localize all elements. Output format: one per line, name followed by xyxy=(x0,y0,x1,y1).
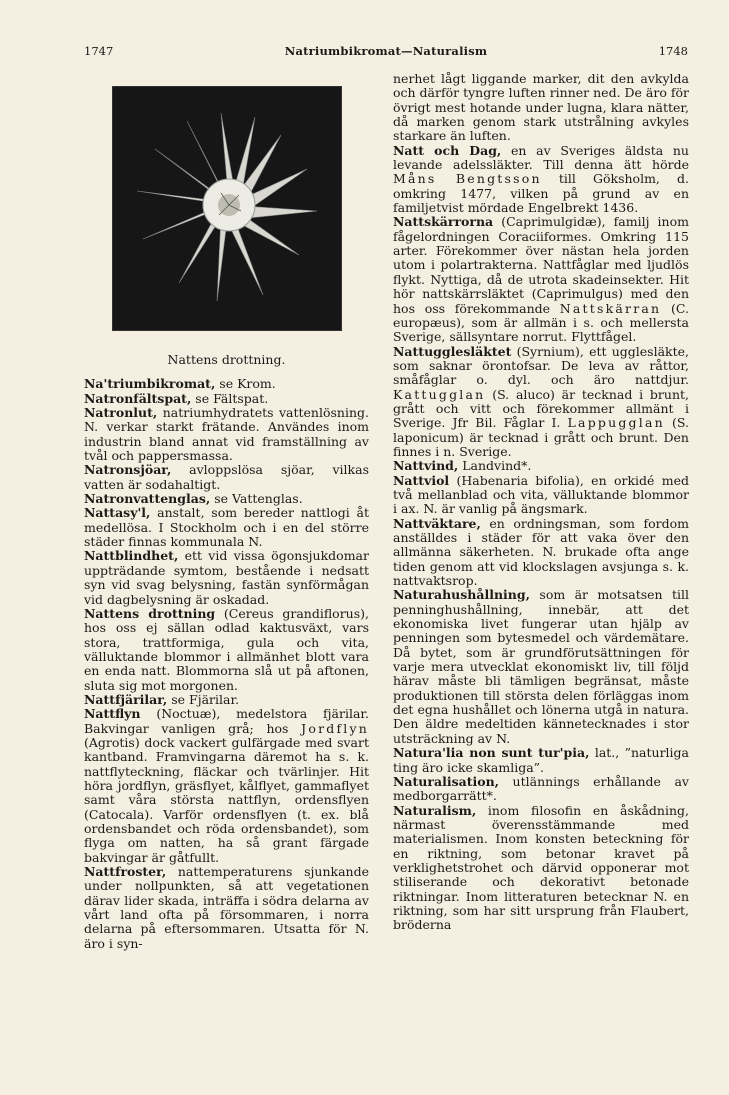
figure-caption: Nattens drottning. xyxy=(167,352,286,367)
entry-headword: Naturalism, xyxy=(393,802,477,818)
entry-text: (Noctuæ), medelstora fjärilar. Bakvingar vanligen grå; hos xyxy=(84,706,369,736)
entry-headword: Natronlut, xyxy=(84,405,158,421)
dictionary-entry xyxy=(84,549,369,606)
dictionary-entry xyxy=(84,463,369,492)
entry-text: (S. aluco) är tecknad i brunt, grått och vitt och förekommer allmänt i Sverige. Jfr Bil. Fåglar I. xyxy=(393,386,689,431)
cactus-flower-photo xyxy=(112,86,342,331)
dictionary-entry xyxy=(84,506,369,549)
entry-text: (Syrnium), ett ugglesläkte, som saknar örontofsar. De leva av råttor, småfåglar o. dyl. och äro nattdjur. xyxy=(393,343,689,388)
dictionary-entry xyxy=(393,474,689,517)
entry-headword: Nattfjärilar, xyxy=(84,691,168,707)
entry-headword: Naturalisation, xyxy=(393,773,500,789)
entry-headword: Nattviol xyxy=(393,472,450,488)
entry-headword: Naturahushållning, xyxy=(393,587,530,603)
right-column xyxy=(393,72,689,933)
entry-spaced-term: Jordflyn xyxy=(301,720,369,736)
entry-text: (Habenaria bifolia), en orkidé med två mellanblad och vita, välluktande blommor i ax. N. är vanlig på ängsmark. xyxy=(393,472,689,517)
entry-headword: Natura'lia non sunt tur'pia, xyxy=(393,745,590,761)
entry-headword: Natt och Dag, xyxy=(393,142,502,158)
dictionary-entry xyxy=(393,144,689,216)
entry-text: ett vid vissa ögonsjukdomar uppträdande symtom, bestående i nedsatt syn vid svag belysning, fastän synförmågan vid dagbelysning är oskadad. xyxy=(84,548,369,607)
entry-headword: Nattens drottning xyxy=(84,605,216,621)
entry-headword: Nattvind, xyxy=(393,458,459,474)
dictionary-entry xyxy=(84,707,369,865)
entry-text: se Vattenglas. xyxy=(210,491,303,507)
entry-headword: Natronfältspat, xyxy=(84,390,192,406)
entry-text: nattemperaturens sjunkande under nollpunkten, så att vegetationen därav lider skada, inträffa i södra delarna av vårt land ofta på försommaren, i norra delarna på eftersommaren. Utsatta för N. äro i syn- xyxy=(84,864,369,951)
dictionary-entry xyxy=(393,215,689,344)
entry-text: se Krom. xyxy=(215,376,276,392)
entry-text: lat., ”naturliga ting äro icke skamliga”. xyxy=(393,745,689,775)
entry-text: utlännings erhållande av medborgarrätt*. xyxy=(393,773,689,804)
entry-text: se Fjärilar. xyxy=(167,691,240,707)
entry-text: Landvind*. xyxy=(458,458,532,474)
entry-text: natriumhydratets vattenlösning. N. verkar starkt frätande. Användes inom industrin bland annat vid framställning av tvål och pappersmassa. xyxy=(84,405,369,464)
entry-spaced-term: Kattugglan xyxy=(393,386,486,402)
entry-text: till Göksholm, d. omkring 1477, vilken på grund av en familjetvist mördade Engelbrekt 1436. xyxy=(393,171,689,216)
entry-text: anstalt, som bereder nattlogi åt medellösa. I Stockholm och i en del större städer finnas kommunala N. xyxy=(84,505,369,550)
entry-text: (S. laponicum) är tecknad i grått och brunt. Den finnes i n. Sverige. xyxy=(393,415,689,459)
entry-spaced-term: Nattskärran xyxy=(559,300,662,316)
entry-headword: Nattväktare, xyxy=(393,515,481,531)
entry-text: nerhet lågt liggande marker, dit den avkylda och därför tyngre luften rinner ned. De äro för övrigt mest hotande under lugna, klara nätter, då marken genom stark utstrålning avkyles starkare än luften. xyxy=(393,71,689,144)
entry-headword: Na'triumbikromat, xyxy=(84,376,216,392)
entry-headword: Nattskärrorna xyxy=(393,214,494,230)
right-entries xyxy=(393,72,689,933)
dictionary-entry xyxy=(393,746,689,775)
page-number-left: 1747 xyxy=(84,44,114,58)
entry-spaced-term: Måns Bengtsson xyxy=(393,171,542,187)
dictionary-entry xyxy=(84,392,369,406)
page-header xyxy=(84,44,688,62)
entry-text: (Agrotis) dock vackert gulfärgade med svart kantband. Framvingarna däremot ha s. k. nattflyteckning, fläckar och tvärlinjer. Hit höra jordflyn, gräsflyet, kålflyet, gammaflyet samt våra största nattflyn, ordensflyen (Catocala). Varför ordensflyen (t. ex. blå ordensbandet och röda ordensbandet), som flyga om natten, ha så grant färgade bakvingar är gåtfullt. xyxy=(84,734,369,865)
running-title: Natriumbikromat—Naturalism xyxy=(284,44,488,58)
dictionary-entry xyxy=(84,607,369,693)
entry-headword: Nattfroster, xyxy=(84,864,167,880)
entry-text: en av Sveriges äldsta nu levande adelssläkter. Till denna ätt hörde xyxy=(393,142,689,173)
dictionary-entry xyxy=(84,406,369,463)
entry-text: som är motsatsen till penninghushållning, innebär, att det ekonomiska livet fungerar utan hjälp av penningen som bytesmedel och värdemätare. Då bytet, som är grundförutsättningen för varje mera utvecklat ekonomiskt liv, till följd härav måste bli tämligen begränsat, måste produktionen till största delen förläggas inom det egna hushållet och lönerna utgå in natura. Den äldre medeltiden kännetecknades i stor utsträckning av N. xyxy=(393,587,689,746)
entry-spaced-term: Lappugglan xyxy=(567,415,665,431)
dictionary-entry xyxy=(84,865,369,951)
dictionary-entry xyxy=(84,693,369,707)
dictionary-entry xyxy=(393,804,689,933)
entry-text: (Cereus grandiflorus), hos oss ej sällan odlad kaktusväxt, vars stora, trattformiga, gula och vita, välluktande blommor i allmänhet blott vara en enda natt. Blommorna slå ut på aftonen, sluta sig mot morgonen. xyxy=(84,605,369,693)
entry-headword: Natronvattenglas, xyxy=(84,491,211,507)
entry-text: avloppslösa sjöar, vilkas vatten är sodahaltigt. xyxy=(84,462,369,492)
entry-text: se Fältspat. xyxy=(191,390,269,406)
dictionary-entry xyxy=(393,72,689,144)
dictionary-entry xyxy=(393,775,689,804)
entry-text: inom filosofin en åskådning, närmast överensstämmande med materialismen. Inom konsten beteckning för en riktning, som betonar kravet på verklighetstrohet och därvid opponerar mot stiliserande och dekorativt betonade riktningar. Inom litteraturen betecknar N. en riktning, som har sitt ursprung från Flaubert, bröderna xyxy=(393,802,689,933)
entry-headword: Nattugglesläktet xyxy=(393,343,512,359)
entry-text: en ordningsman, som fordom anställdes i städer för att vaka över den allmänna säkerheten. N. brukade ofta ange tiden genom att vid klockslagen avsjunga s. k. nattvaktsrop. xyxy=(393,515,689,589)
entry-headword: Nattasy'l, xyxy=(84,505,151,521)
left-column xyxy=(84,86,369,951)
page-number-right: 1748 xyxy=(658,44,688,58)
dictionary-entry xyxy=(393,345,689,460)
dictionary-entry xyxy=(393,517,689,589)
entry-text: (C. europæus), som är allmän i s. och mellersta Sverige, sällsyntare norrut. Flyttfågel. xyxy=(393,300,689,345)
dictionary-entry xyxy=(393,459,689,473)
entry-text: (Caprimulgidæ), familj inom fågelordningen Coraciiformes. Omkring 115 arter. Förekommer över nästan hela jorden utom i polartrakterna. Nattfåglar med ljudlös flykt. Nyttiga, då de utrota skadeinsekter. Hit hör nattskärrsläktet (Caprimulgus) med den hos oss förekommande xyxy=(393,214,689,316)
dictionary-entry xyxy=(84,492,369,506)
entry-headword: Nattblindhet, xyxy=(84,548,179,564)
dictionary-entry xyxy=(84,377,369,391)
entry-headword: Nattflyn xyxy=(84,706,141,722)
left-entries xyxy=(84,377,369,951)
dictionary-entry xyxy=(393,588,689,746)
entry-headword: Natronsjöar, xyxy=(84,462,172,478)
